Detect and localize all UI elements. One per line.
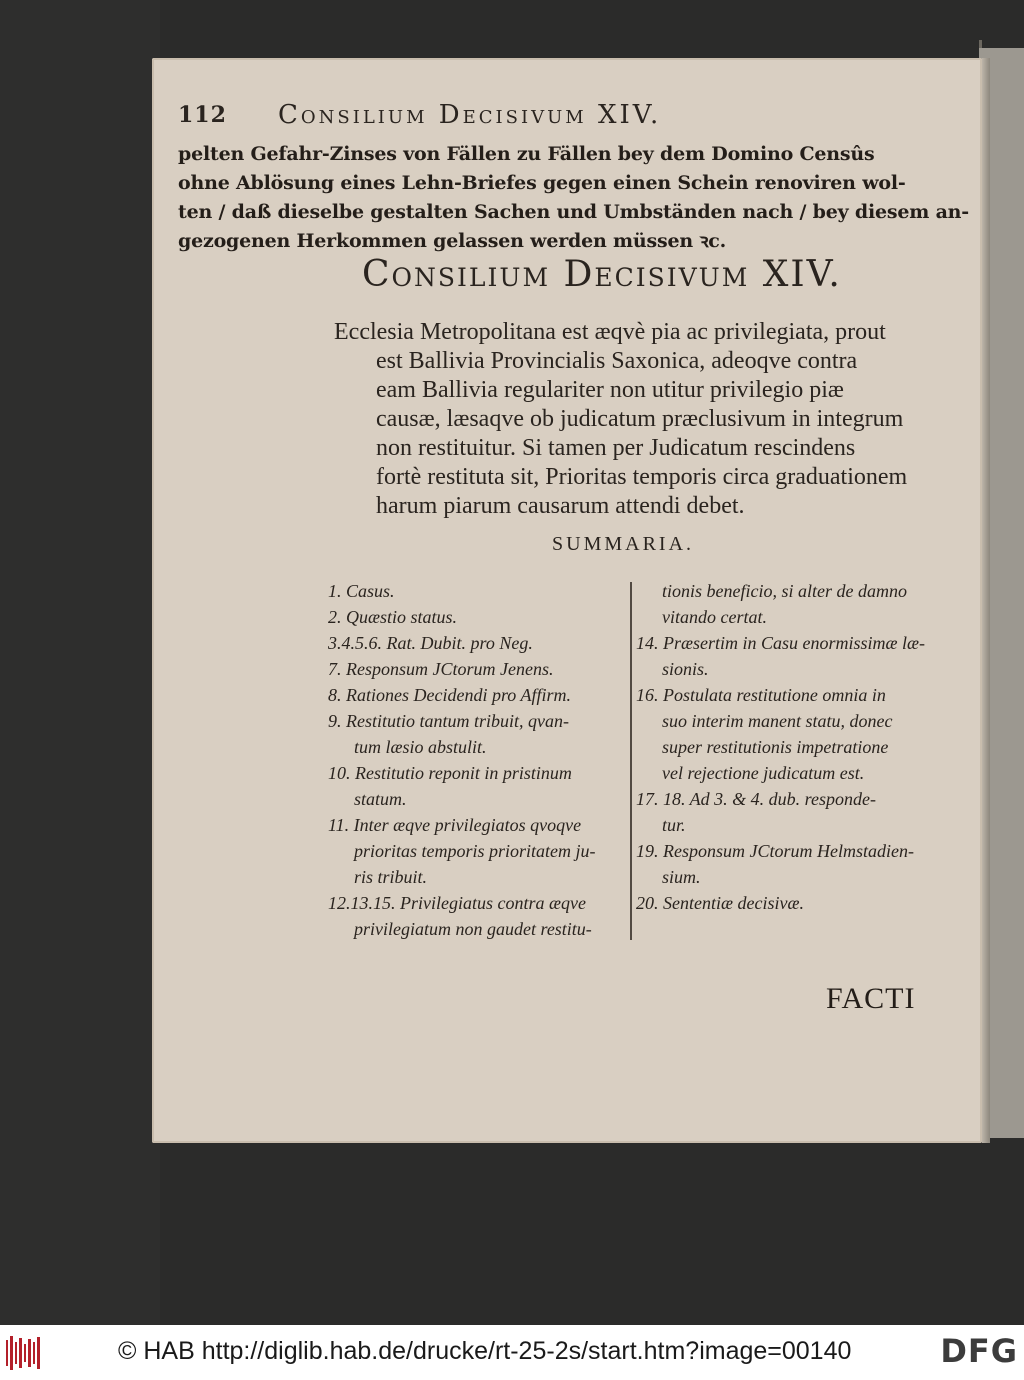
summary-entry: 1. Casus. (328, 581, 395, 601)
lead-line: est Ballivia Provincialis Saxonica, adeoqve contra (376, 348, 858, 374)
page-number: 112 (178, 102, 227, 128)
summary-entry: sionis. (662, 659, 709, 679)
summary-entry: ris tribuit. (354, 867, 428, 887)
summary-entry: tionis beneficio, si alter de damno (662, 581, 907, 601)
summary-entry: 20. Sententiæ decisivæ. (636, 893, 804, 913)
summary-entry: 16. Postulata restitutione omnia in (636, 685, 886, 705)
summary-entry: suo interim manent statu, donec (662, 711, 893, 731)
summary-entry: vel rejectione judicatum est. (662, 763, 865, 783)
summary-entry: 17. 18. Ad 3. & 4. dub. responde- (636, 789, 876, 809)
summary-entry: 11. Inter æqve privilegiatos qvoqve (328, 815, 582, 835)
summaria-right-column (636, 578, 946, 916)
summary-entry: tur. (662, 815, 686, 835)
summary-entry: statum. (354, 789, 407, 809)
summary-entry: 10. Restitutio reponit in pristinum (328, 763, 572, 783)
fraktur-paragraph (178, 140, 969, 256)
lead-line: causæ, læsaqve ob judicatum præclusivum in integrum (376, 406, 904, 432)
summaria-left-column (328, 578, 628, 942)
summary-entry: 9. Restitutio tantum tribuit, qvan- (328, 711, 569, 731)
summary-entry: sium. (662, 867, 701, 887)
footer-bar (0, 1325, 1024, 1380)
column-divider (630, 582, 632, 940)
summary-entry: 12.13.15. Privilegiatus contra æqve (328, 893, 586, 913)
summary-entry: privilegiatum non gaudet restitu- (354, 919, 592, 939)
summary-entry: 8. Rationes Decidendi pro Affirm. (328, 685, 571, 705)
summary-entry: super restitutionis impetratione (662, 737, 889, 757)
fraktur-line: ohne Ablösung eines Lehn-Briefes gegen einen Schein renoviren wol- (178, 172, 906, 194)
lead-paragraph (334, 318, 944, 521)
fraktur-line: ten / daß dieselbe gestalten Sachen und Umbständen nach / bey diesem an- (178, 201, 969, 223)
running-head (178, 102, 858, 138)
summary-entry: 19. Responsum JCtorum Helmstadien- (636, 841, 914, 861)
lead-line: Ecclesia Metropolitana est æqvè pia ac privilegiata, prout (334, 319, 886, 345)
fraktur-line: pelten Gefahr-Zinses von Fällen zu Fällen bey dem Domino Censûs (178, 143, 875, 165)
summary-entry: 14. Præsertim in Casu enormissimæ læ- (636, 633, 926, 653)
section-title: Consilium Decisivum XIV. (362, 254, 842, 295)
summaria-heading: SUMMARIA. (552, 533, 695, 555)
dfg-logo: DFG (940, 1332, 1018, 1370)
lead-line: harum piarum causarum attendi debet. (376, 493, 745, 519)
barcode-icon (6, 1336, 42, 1370)
summary-entry: tum læsio abstulit. (354, 737, 487, 757)
footer-credit-link[interactable]: © HAB http://diglib.hab.de/drucke/rt-25-2s/start.htm?image=00140 (118, 1337, 852, 1365)
scan-background (0, 0, 160, 1325)
lead-line: fortè restituta sit, Prioritas temporis circa graduationem (376, 464, 908, 490)
lead-line: non restituitur. Si tamen per Judicatum rescindens (376, 435, 856, 461)
summary-entry: 7. Responsum JCtorum Jenens. (328, 659, 554, 679)
lead-line: eam Ballivia regulariter non utitur privilegio piæ (376, 377, 844, 403)
running-head-title: Consilium Decisivum XIV. (278, 100, 662, 130)
summary-entry: vitando certat. (662, 607, 767, 627)
summary-entry: 2. Quæstio status. (328, 607, 458, 627)
catchword: FACTI (826, 982, 916, 1015)
summary-entry: 3.4.5.6. Rat. Dubit. pro Neg. (328, 633, 533, 653)
fraktur-line: gezogenen Herkommen gelassen werden müssen ꝛc. (178, 230, 727, 252)
summary-entry: prioritas temporis prioritatem ju- (354, 841, 596, 861)
